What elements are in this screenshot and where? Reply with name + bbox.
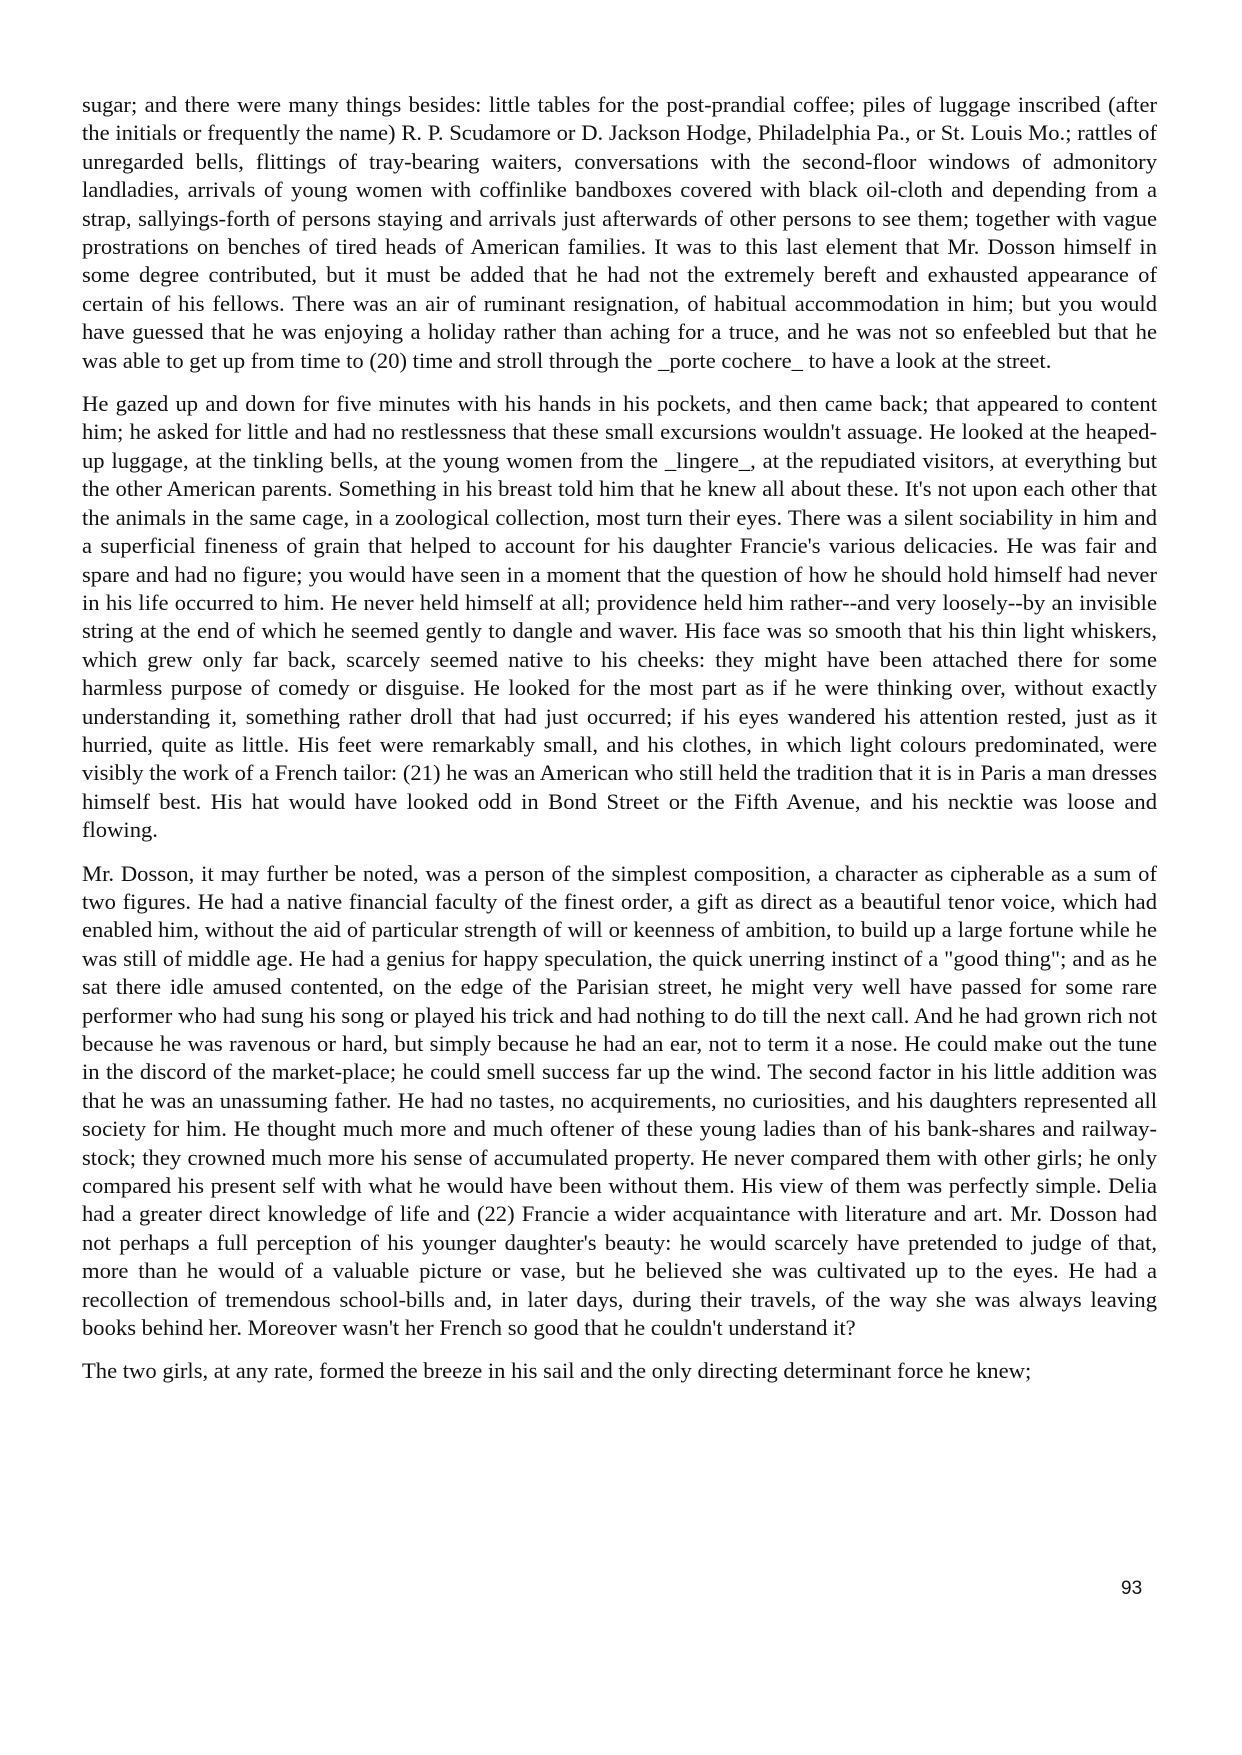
paragraph-1: sugar; and there were many things besides: little tables for the post-prandial coffee; piles of luggage inscribed (after the initials or frequently the name) R. P. Scudamore or D. Jackson Hodge, Philadelphia Pa., or St. Louis Mo.; rattles of unregarded bells, flittings of tray-bearing waiters, conversations with the second-floor windows of admonitory landladies, arrivals of young women with coffinlike bandboxes covered with black oil-cloth and depending from a strap, sallyings-forth of persons staying and arrivals just afterwards of other persons to see them; together with vague prostrations on benches of tired heads of American families. It was to this last element that Mr. Dosson himself in some degree contributed, but it must be added that he had not the extremely bereft and exhausted appearance of certain of his fellows. There was an air of ruminant resignation, of habitual accommodation in him; but you would have guessed that he was enjoying a holiday rather than aching for a truce, and he was not so enfeebled but that he was able to get up from time to (20) time and stroll through the _porte cochere_ to have a look at the street. xyxy=(82,92,1157,373)
page-number: 93 xyxy=(1121,1578,1143,1599)
paragraph-3: Mr. Dosson, it may further be noted, was a person of the simplest composition, a character as cipherable as a sum of two figures. He had a native financial faculty of the finest order, a gift as direct as a beautiful tenor voice, which had enabled him, without the aid of particular strength of will or keenness of ambition, to build up a large fortune while he was still of middle age. He had a genius for happy speculation, the quick unerring instinct of a "good thing"; and as he sat there idle amused contented, on the edge of the Parisian street, he might very well have passed for some rare performer who had sung his song or played his trick and had nothing to do till the next call. And he had grown rich not because he was ravenous or hard, but simply because he had an ear, not to term it a nose. He could make out the tune in the discord of the market-place; he could smell success far up the wind. The second factor in his little addition was that he was an unassuming father. He had no tastes, no acquirements, no curiosities, and his daughters represented all society for him. He thought much more and much oftener of these young ladies than of his bank-shares and railway-stock; they crowned much more his sense of accumulated property. He never compared them with other girls; he only compared his present self with what he would have been without them. His view of them was perfectly simple. Delia had a greater direct knowledge of life and (22) Francie a wider acquaintance with literature and art. Mr. Dosson had not perhaps a full perception of his younger daughter's beauty: he would scarcely have pretended to judge of that, more than he would of a valuable picture or vase, but he believed she was cultivated up to the eyes. He had a recollection of tremendous school-bills and, in later days, during their travels, of the way she was always leaving books behind her. Moreover wasn't her French so good that he couldn't understand it? xyxy=(82,860,1157,1341)
page-body xyxy=(82,91,1157,1401)
paragraph-2: He gazed up and down for five minutes with his hands in his pockets, and then came back; that appeared to content him; he asked for little and had no restlessness that these small excursions wouldn't assuage. He looked at the heaped-up luggage, at the tinkling bells, at the young women from the _lingere_, at the repudiated visitors, at everything but the other American parents. Something in his breast told him that he knew all about these. It's not upon each other that the animals in the same cage, in a zoological collection, most turn their eyes. There was a silent sociability in him and a superficial fineness of grain that helped to account for his daughter Francie's various delicacies. He was fair and spare and had no figure; you would have seen in a moment that the question of how he should hold himself had never in his life occurred to him. He never held himself at all; providence held him rather--and very loosely--by an invisible string at the end of which he seemed gently to dangle and waver. His face was so smooth that his thin light whiskers, which grew only far back, scarcely seemed native to his cheeks: they might have been attached there for some harmless purpose of comedy or disguise. He looked for the most part as if he were thinking over, without exactly understanding it, something rather droll that had just occurred; if his eyes wandered his attention rested, just as it hurried, quite as little. His feet were remarkably small, and his clothes, in which light colours predominated, were visibly the work of a French tailor: (21) he was an American who still held the tradition that it is in Paris a man dresses himself best. His hat would have looked odd in Bond Street or the Fifth Avenue, and his necktie was loose and flowing. xyxy=(82,391,1157,843)
paragraph-4: The two girls, at any rate, formed the breeze in his sail and the only directing determinant force he knew; xyxy=(82,1358,1032,1384)
